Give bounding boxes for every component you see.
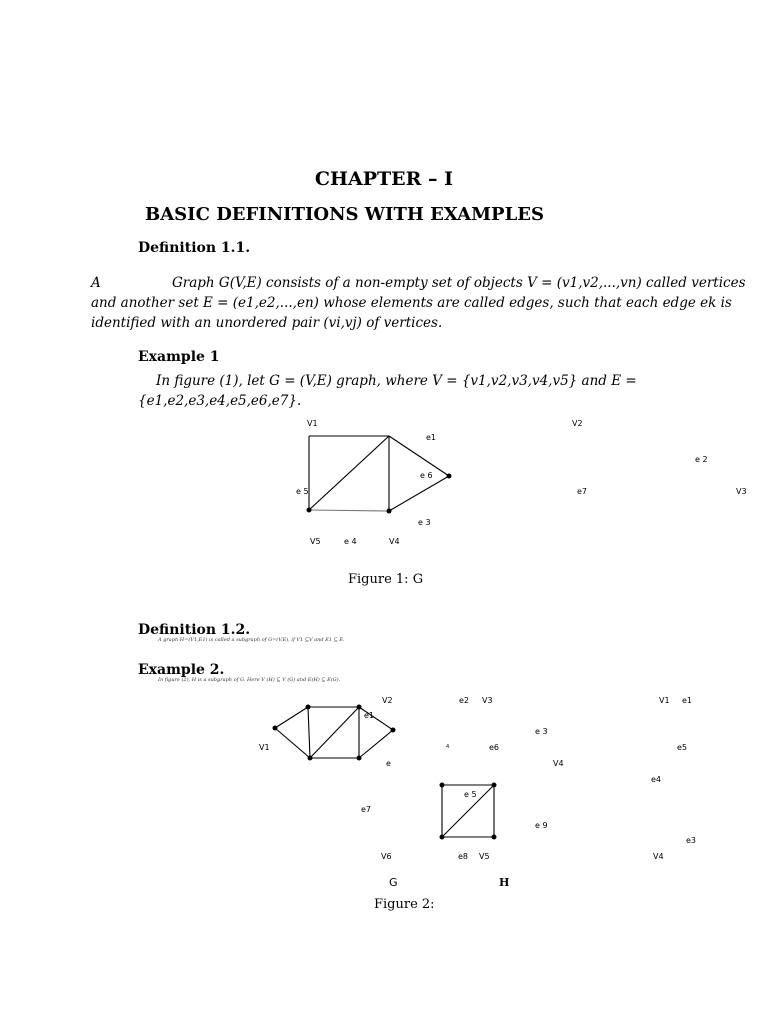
figure-2-g-label: G <box>389 876 398 889</box>
fig2-label-e4: e4 <box>651 775 662 784</box>
fig1-label-v5: V5 <box>310 537 321 546</box>
fig1-edge <box>309 436 389 510</box>
definition-1-1-line1: Graph G(V,E) consists of a non-empty set of objects V = (v1,v2,...,vn) called vertices <box>172 275 746 291</box>
fig1-label-v3: V3 <box>736 487 747 496</box>
example-1-heading: Example 1 <box>138 349 220 365</box>
fig1-vertex <box>387 509 392 514</box>
fig2-label-e1-left: e1 <box>364 711 375 720</box>
fig1-label-e6: e 6 <box>420 471 433 480</box>
example-1-line1: In figure (1), let G = (V,E) graph, where V = {v1,v2,v3,v4,v5} and E = <box>156 373 637 389</box>
definition-1-1-line2: and another set E = (e1,e2,...,en) whose elements are called edges, such that each edge ek is <box>91 295 732 311</box>
fig1-label-e3: e 3 <box>418 518 431 527</box>
fig1-label-v2: V2 <box>572 419 583 428</box>
fig1-label-e4: e 4 <box>344 537 357 546</box>
fig1-vertex <box>307 508 312 513</box>
figure-2-h-label: H <box>499 876 510 889</box>
fig1-label-e5: e 5 <box>296 487 309 496</box>
fig2-label-v2: V2 <box>382 696 393 705</box>
fig2-label-v6: V6 <box>381 852 392 861</box>
fig2-label-v4-right: V4 <box>653 852 664 861</box>
fig2-label-e9: e 9 <box>535 821 548 830</box>
example-2-heading: Example 2. <box>138 662 225 678</box>
fig2-label-e5-mid: e 5 <box>464 790 477 799</box>
fig2-label-e8: e8 <box>458 852 469 861</box>
definition-1-1-heading: Definition 1.1. <box>138 240 251 256</box>
fig2-label-v5: V5 <box>479 852 490 861</box>
fig2-g-vertex <box>273 726 278 731</box>
fig2-g-edge <box>275 707 308 728</box>
figure-2-caption: Figure 2: <box>374 897 435 912</box>
fig2-label-e3-right: e3 <box>686 836 697 845</box>
fig2-label-v1-right: V1 <box>659 696 670 705</box>
fig1-label-v4: V4 <box>389 537 400 546</box>
fig2-g-vertex <box>306 705 311 710</box>
definition-1-2-text: A graph H=(V1,E1) is called a subgraph of G=(V,E), if V1 ⊆V and E1 ⊆ E. <box>158 637 345 643</box>
example-2-text: In figure (2), H is a subgraph of G. Here V (H) ⊆ V (G) and E(H) ⊆ E(G). <box>158 677 341 683</box>
fig2-label-e1-right: e1 <box>682 696 693 705</box>
fig2-g-edge <box>359 730 393 758</box>
fig2-label-e3: e 3 <box>535 727 548 736</box>
definition-1-1-article: A <box>91 275 101 291</box>
fig2-label-v4-mid: V4 <box>553 759 564 768</box>
fig1-vertex <box>447 474 452 479</box>
fig1-edge <box>389 476 449 511</box>
fig1-edge-light <box>309 510 389 511</box>
fig2-label-v3: V3 <box>482 696 493 705</box>
fig2-label-e: e <box>386 759 391 768</box>
fig2-g-edge <box>308 707 310 758</box>
definition-1-1-line3: identified with an unordered pair (vi,vj) of vertices. <box>91 315 443 331</box>
chapter-title: CHAPTER – I <box>314 168 454 190</box>
fig2-g-vertex <box>308 756 313 761</box>
fig2-h-vertex <box>492 783 497 788</box>
fig2-g-edge <box>310 707 359 758</box>
definition-1-2-heading: Definition 1.2. <box>138 622 251 638</box>
fig2-g-edge <box>275 728 310 758</box>
fig2-h-vertex <box>440 835 445 840</box>
fig2-h-vertex <box>492 835 497 840</box>
fig2-label-e5-right: e5 <box>677 743 688 752</box>
fig1-label-e1: e1 <box>426 433 437 442</box>
fig2-g-vertex <box>357 705 362 710</box>
fig2-label-e2: e2 <box>459 696 470 705</box>
section-title: BASIC DEFINITIONS WITH EXAMPLES <box>145 204 544 225</box>
fig2-label-e6: e6 <box>489 743 500 752</box>
fig2-g-vertex <box>391 728 396 733</box>
fig2-label-4: 4 <box>446 744 450 750</box>
fig2-g-vertex <box>357 756 362 761</box>
fig1-label-e2: e 2 <box>695 455 708 464</box>
fig1-label-v1: V1 <box>307 419 318 428</box>
example-1-line2: {e1,e2,e3,e4,e5,e6,e7}. <box>138 393 302 409</box>
fig2-label-e7: e7 <box>361 805 372 814</box>
figure-1-caption: Figure 1: G <box>348 572 424 587</box>
fig2-h-vertex <box>440 783 445 788</box>
fig2-label-v1-left: V1 <box>259 743 270 752</box>
fig1-label-e7: e7 <box>577 487 588 496</box>
fig1-edge <box>389 436 449 476</box>
